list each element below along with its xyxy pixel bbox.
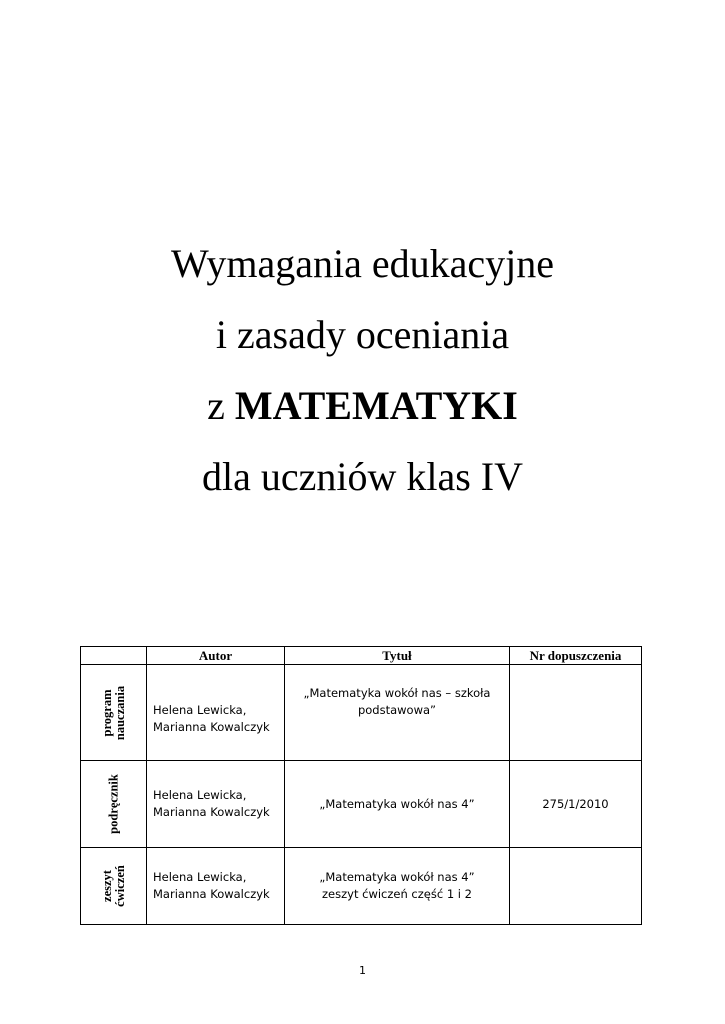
row-label-line: podręcznik bbox=[106, 774, 120, 834]
row-label-line: program bbox=[99, 689, 114, 736]
author-line: Helena Lewicka, bbox=[153, 788, 247, 802]
author-line: Marianna Kowalczyk bbox=[153, 887, 270, 901]
author-cell bbox=[147, 761, 285, 848]
row-label bbox=[101, 865, 127, 907]
author-line: Marianna Kowalczyk bbox=[153, 719, 270, 734]
row-label-line: ćwiczeń bbox=[112, 865, 127, 907]
author-line: Helena Lewicka, bbox=[153, 870, 247, 884]
row-label-cell bbox=[81, 848, 147, 925]
title-line-2: i zasady oceniania bbox=[215, 312, 510, 357]
table-row bbox=[81, 761, 642, 848]
table-row bbox=[81, 848, 642, 925]
title-cell bbox=[285, 848, 510, 925]
title-line: „Matematyka wokół nas – szkoła bbox=[303, 686, 491, 700]
header-approval-number: Nr dopuszczenia bbox=[510, 647, 642, 665]
header-author: Autor bbox=[147, 647, 285, 665]
approval-number-cell: 275/1/2010 bbox=[510, 761, 642, 848]
approval-number-cell bbox=[510, 665, 642, 761]
title-line: „Matematyka wokół nas 4” bbox=[319, 870, 475, 884]
title-cell bbox=[285, 761, 510, 848]
title-line: podstawowa” bbox=[357, 703, 437, 717]
author-cell bbox=[147, 848, 285, 925]
table-row bbox=[81, 665, 642, 761]
document-title bbox=[0, 228, 725, 512]
textbook-table bbox=[80, 646, 642, 925]
author-line: Helena Lewicka, bbox=[153, 702, 247, 717]
title-line-3 bbox=[0, 370, 725, 441]
page-number: 1 bbox=[359, 964, 366, 977]
row-label-cell bbox=[81, 665, 147, 761]
row-label-cell bbox=[81, 761, 147, 848]
row-label-line: zeszyt bbox=[99, 870, 114, 902]
author-line: Marianna Kowalczyk bbox=[153, 805, 270, 819]
header-title: Tytuł bbox=[285, 647, 510, 665]
title-cell bbox=[285, 665, 510, 761]
header-empty bbox=[81, 647, 147, 665]
row-label-line: nauczania bbox=[112, 685, 127, 740]
approval-number-cell bbox=[510, 848, 642, 925]
subject-name: MATEMATYKI bbox=[234, 383, 518, 428]
title-line-1: Wymagania edukacyjne bbox=[171, 241, 554, 286]
title-line-3-prefix: z bbox=[207, 383, 225, 428]
row-label bbox=[107, 774, 120, 834]
title-line-4: dla uczniów klas IV bbox=[201, 454, 523, 499]
author-cell bbox=[147, 665, 285, 761]
table-header-row bbox=[81, 647, 642, 665]
row-label bbox=[101, 685, 127, 739]
title-line: zeszyt ćwiczeń część 1 i 2 bbox=[322, 887, 472, 901]
title-line: „Matematyka wokół nas 4” bbox=[319, 796, 475, 811]
